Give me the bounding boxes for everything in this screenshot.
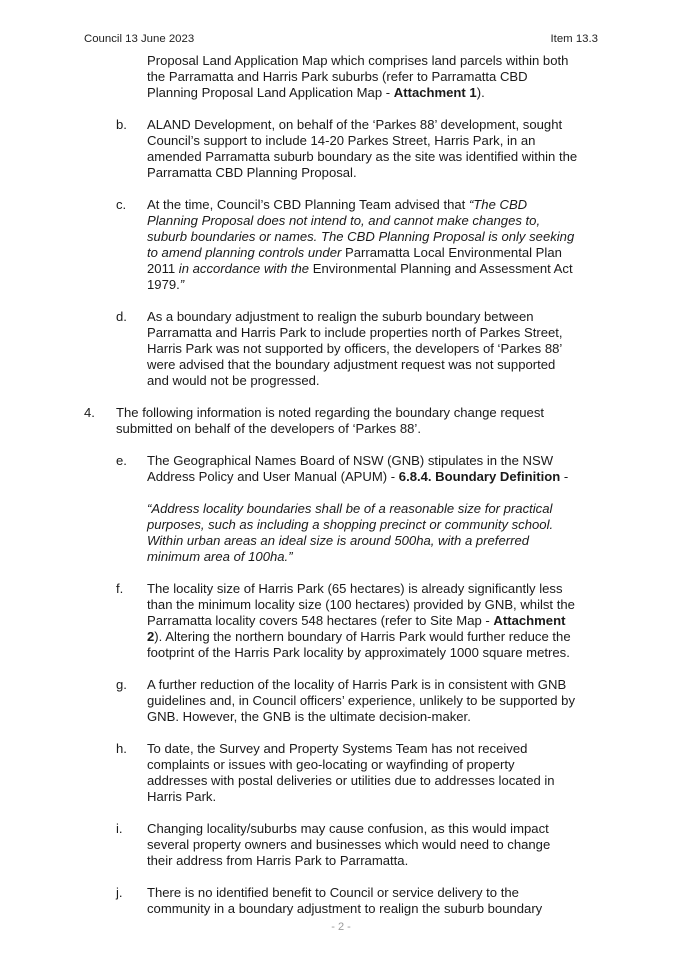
header-meeting: Council 13 June 2023 bbox=[84, 33, 195, 45]
paragraph-line: amended Parramatta suburb boundary as the site was identified within the bbox=[147, 149, 578, 164]
paragraph-line: The locality size of Harris Park (65 hectares) is already significantly less bbox=[147, 581, 563, 596]
paragraph-line: To date, the Survey and Property Systems Team has not received bbox=[147, 741, 528, 756]
quoted-line: minimum area of 100ha.” bbox=[147, 549, 293, 564]
attachment-reference: 2 bbox=[147, 629, 155, 644]
quoted-line: Within urban areas an ideal size is around 500ha, with a preferred bbox=[147, 533, 530, 548]
paragraph-line bbox=[147, 277, 184, 293]
paragraph-line: ALAND Development, on behalf of the ‘Parkes 88’ development, sought bbox=[147, 117, 563, 132]
paragraph-line: Parramatta CBD Planning Proposal. bbox=[147, 165, 357, 180]
paragraph-line bbox=[147, 261, 573, 277]
page-number: - 2 - bbox=[331, 921, 351, 933]
text-run: Address Policy and User Manual (APUM) - bbox=[147, 469, 399, 484]
paragraph-line: complaints or issues with geo-locating or wayfinding of property bbox=[147, 757, 515, 772]
attachment-reference: Attachment bbox=[493, 613, 566, 628]
list-marker: c. bbox=[116, 197, 127, 212]
text-run: Environmental Planning and Assessment Act bbox=[312, 261, 573, 276]
paragraph-line: than the minimum locality size (100 hectares) provided by GNB, whilst the bbox=[147, 597, 575, 612]
paragraph-line: Parramatta and Harris Park to include properties north of Parkes Street, bbox=[147, 325, 563, 340]
text-run: ). bbox=[476, 85, 485, 100]
paragraph-line bbox=[147, 85, 485, 101]
paragraph-line: several property owners and businesses which would need to change bbox=[147, 837, 551, 852]
paragraph-line: The Geographical Names Board of NSW (GNB) stipulates in the NSW bbox=[147, 453, 554, 468]
paragraph-line: GNB. However, the GNB is the ultimate decision-maker. bbox=[147, 709, 471, 724]
paragraph-line bbox=[147, 469, 568, 485]
paragraph-line bbox=[147, 613, 565, 629]
paragraph-line: were advised that the boundary adjustment request was not supported bbox=[147, 357, 556, 372]
paragraph-line: There is no identified benefit to Council or service delivery to the bbox=[147, 885, 519, 900]
quoted-line: purposes, such as including a shopping precinct or community school. bbox=[147, 517, 554, 532]
list-marker: g. bbox=[116, 677, 127, 692]
text-run: - bbox=[560, 469, 569, 484]
paragraph-line: Proposal Land Application Map which comprises land parcels within both bbox=[147, 53, 569, 68]
paragraph-line: submitted on behalf of the developers of ‘Parkes 88’. bbox=[116, 421, 421, 436]
quoted-line: suburb boundaries or names. The CBD Planning Proposal is only seeking bbox=[147, 229, 575, 244]
quoted-line: Planning Proposal does not intend to, and cannot make changes to, bbox=[147, 213, 541, 228]
paragraph-line: and would not be progressed. bbox=[147, 373, 320, 388]
paragraph-line bbox=[147, 629, 571, 645]
quoted-text: to amend planning controls under bbox=[147, 245, 345, 260]
text-run: Parramatta Local Environmental Plan bbox=[345, 245, 562, 260]
list-marker: 4. bbox=[84, 405, 95, 420]
quoted-text: in accordance with the bbox=[178, 261, 313, 276]
paragraph-line: Harris Park was not supported by officers, the developers of ‘Parkes 88’ bbox=[147, 341, 563, 356]
paragraph-line: the Parramatta and Harris Park suburbs (refer to Parramatta CBD bbox=[147, 69, 528, 84]
paragraph-line: Harris Park. bbox=[147, 789, 217, 804]
quoted-text: ” bbox=[179, 277, 185, 292]
paragraph-line: The following information is noted regarding the boundary change request bbox=[116, 405, 545, 420]
attachment-reference: Attachment 1 bbox=[393, 85, 477, 100]
section-reference: 6.8.4. Boundary Definition bbox=[398, 469, 561, 484]
list-marker: b. bbox=[116, 117, 127, 132]
paragraph-line: Council’s support to include 14-20 Parkes Street, Harris Park, in an bbox=[147, 133, 536, 148]
paragraph-line: Changing locality/suburbs may cause confusion, as this would impact bbox=[147, 821, 549, 836]
text-run: Planning Proposal Land Application Map - bbox=[147, 85, 394, 100]
list-marker: d. bbox=[116, 309, 127, 324]
text-run: Parramatta locality covers 548 hectares (refer to Site Map - bbox=[147, 613, 494, 628]
text-run: ). Altering the northern boundary of Harris Park would further reduce the bbox=[154, 629, 571, 644]
quoted-line: “Address locality boundaries shall be of a reasonable size for practical bbox=[147, 501, 553, 516]
paragraph-line: guidelines and, in Council officers’ experience, unlikely to be supported by bbox=[147, 693, 575, 708]
paragraph-line: addresses with postal deliveries or utilities due to addresses located in bbox=[147, 773, 555, 788]
paragraph-line bbox=[147, 197, 527, 213]
list-marker: h. bbox=[116, 741, 127, 756]
paragraph-line: As a boundary adjustment to realign the suburb boundary between bbox=[147, 309, 534, 324]
text-run: 1979. bbox=[147, 277, 180, 292]
quoted-text: “The CBD bbox=[468, 197, 528, 212]
paragraph-line: their address from Harris Park to Parramatta. bbox=[147, 853, 409, 868]
list-marker: j. bbox=[116, 885, 123, 900]
header-item: Item 13.3 bbox=[550, 33, 598, 45]
list-marker: f. bbox=[116, 581, 124, 596]
paragraph-line bbox=[147, 245, 562, 261]
list-marker: i. bbox=[116, 821, 123, 836]
list-marker: e. bbox=[116, 453, 127, 468]
paragraph-line: community in a boundary adjustment to realign the suburb boundary bbox=[147, 901, 543, 916]
text-run: At the time, Council’s CBD Planning Team advised that bbox=[147, 197, 469, 212]
text-run: 2011 bbox=[147, 261, 179, 276]
paragraph-line: A further reduction of the locality of Harris Park is in consistent with GNB bbox=[147, 677, 567, 692]
paragraph-line: footprint of the Harris Park locality by approximately 1000 square metres. bbox=[147, 645, 570, 660]
